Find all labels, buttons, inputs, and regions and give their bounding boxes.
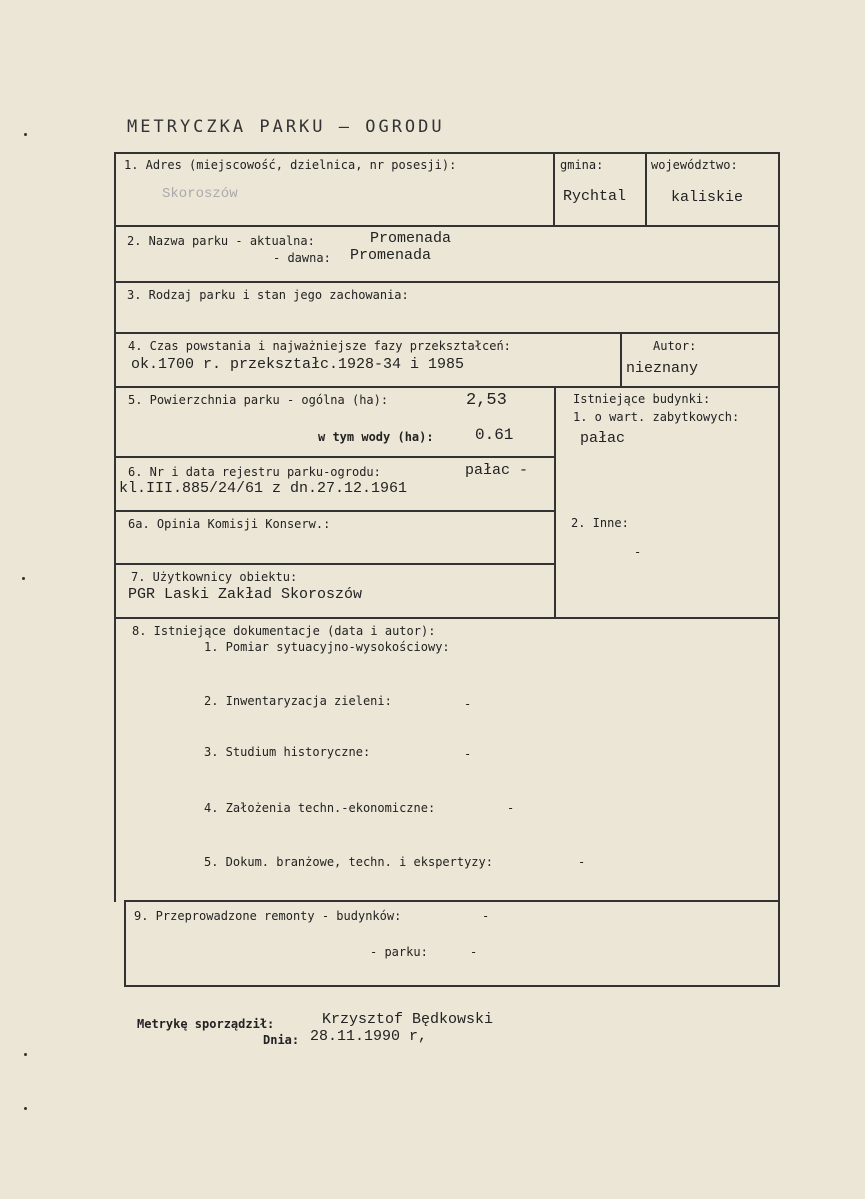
- creation-time-value: ok.1700 r. przekształc.1928-34 i 1985: [131, 356, 465, 373]
- register-value-1: pałac -: [465, 462, 529, 479]
- documentation-item-5-label: 5. Dokum. branżowe, techn. i ekspertyzy:: [204, 855, 493, 869]
- documentation-item-5-value: -: [578, 855, 586, 869]
- prepared-by-label: Metrykę sporządził:: [137, 1017, 275, 1031]
- documentation-item-3-value: -: [464, 747, 472, 761]
- gmina-value: Rychtal: [563, 188, 627, 205]
- documentation-item-2-value: -: [464, 697, 472, 711]
- author-label: Autor:: [653, 339, 697, 353]
- creation-time-label: 4. Czas powstania i najważniejsze fazy przekształceń:: [128, 339, 511, 353]
- name-current-label: 2. Nazwa parku - aktualna:: [127, 234, 315, 248]
- buildings-other-value: -: [634, 545, 642, 559]
- wojewodztwo-label: województwo:: [651, 158, 738, 172]
- documentation-label: 8. Istniejące dokumentacje (data i autor):: [132, 624, 436, 638]
- area-total-value: 2,53: [466, 391, 507, 410]
- buildings-historic-value: pałac: [580, 430, 626, 447]
- prepared-by-value: Krzysztof Będkowski: [322, 1011, 494, 1028]
- wojewodztwo-value: kaliskie: [671, 189, 744, 206]
- date-label: Dnia:: [263, 1033, 300, 1047]
- buildings-historic-label: 1. o wart. zabytkowych:: [573, 410, 740, 424]
- document-title: METRYCZKA PARKU — OGRODU: [127, 117, 445, 137]
- users-label: 7. Użytkownicy obiektu:: [131, 570, 298, 584]
- area-water-value: 0.61: [475, 426, 514, 444]
- name-former-label: - dawna:: [273, 251, 331, 265]
- buildings-label: Istniejące budynki:: [573, 392, 711, 406]
- address-label: 1. Adres (miejscowość, dzielnica, nr posesji):: [124, 158, 457, 172]
- buildings-other-label: 2. Inne:: [571, 516, 629, 530]
- documentation-item-3-label: 3. Studium historyczne:: [204, 745, 371, 759]
- name-former-value: Promenada: [350, 247, 432, 264]
- paper-speck: [24, 133, 27, 136]
- paper-speck: [24, 1053, 27, 1056]
- name-current-value: Promenada: [370, 230, 452, 247]
- documentation-item-2-label: 2. Inwentaryzacja zieleni:: [204, 694, 392, 708]
- conservation-opinion-label: 6a. Opinia Komisji Konserw.:: [128, 517, 331, 531]
- gmina-label: gmina:: [560, 158, 604, 172]
- documentation-item-4-value: -: [507, 801, 515, 815]
- documentation-item-4-label: 4. Założenia techn.-ekonomiczne:: [204, 801, 436, 815]
- area-water-label: w tym wody (ha):: [318, 430, 434, 444]
- documentation-item-1-label: 1. Pomiar sytuacyjno-wysokościowy:: [204, 640, 450, 654]
- paper-speck: [24, 1107, 27, 1110]
- park-type-label: 3. Rodzaj parku i stan jego zachowania:: [127, 288, 409, 302]
- register-label: 6. Nr i data rejestru parku-ogrodu:: [128, 465, 381, 479]
- date-value: 28.11.1990 r,: [310, 1028, 428, 1045]
- register-value-2: kl.III.885/24/61 z dn.27.12.1961: [119, 480, 408, 497]
- address-value: Skoroszów: [162, 186, 238, 202]
- renovations-label: 9. Przeprowadzone remonty - budynków:: [134, 909, 402, 923]
- area-total-label: 5. Powierzchnia parku - ogólna (ha):: [128, 393, 389, 407]
- author-value: nieznany: [626, 360, 699, 377]
- renovations-park-value: -: [470, 945, 478, 959]
- renovations-buildings-value: -: [482, 909, 490, 923]
- users-value: PGR Laski Zakład Skoroszów: [128, 586, 363, 603]
- paper-speck: [22, 577, 25, 580]
- renovations-park-label: - parku:: [370, 945, 428, 959]
